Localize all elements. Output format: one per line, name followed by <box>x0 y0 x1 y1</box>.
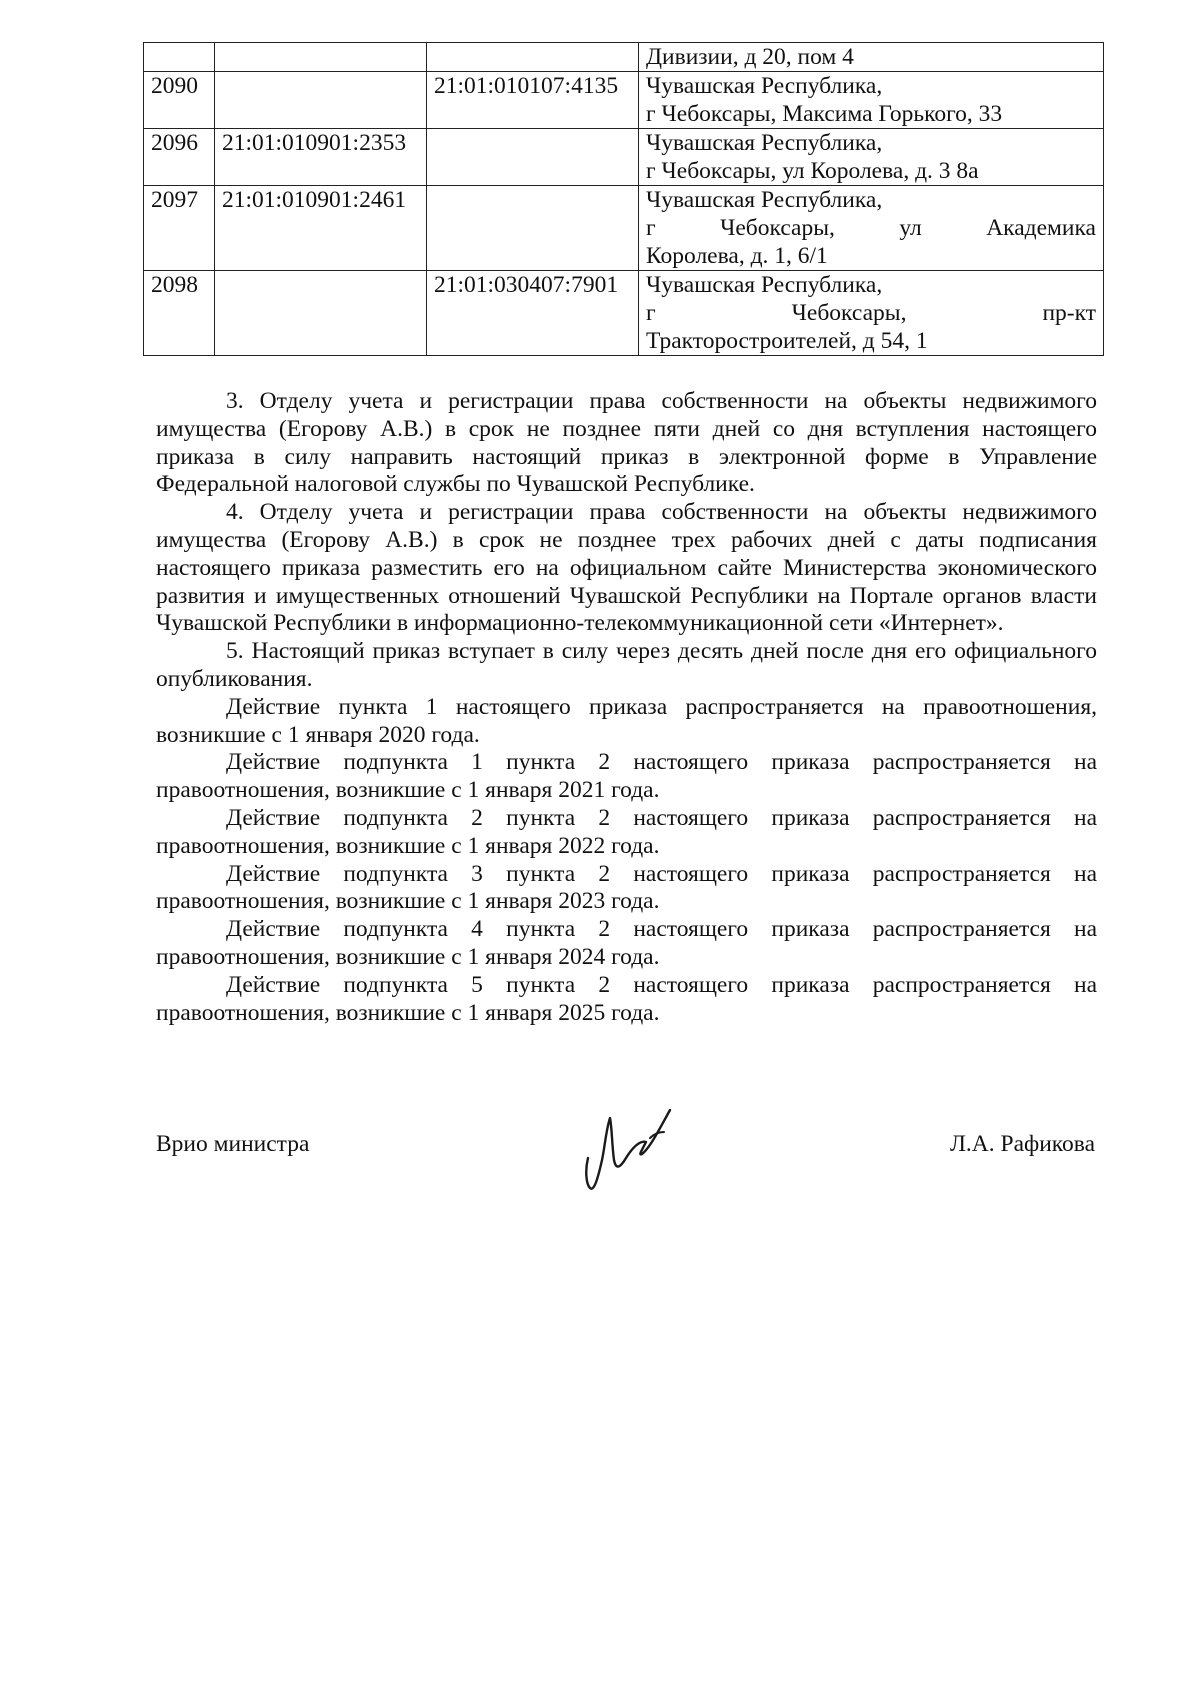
address-line: г Чебоксары, Максима Горького, 33 <box>646 101 1003 127</box>
paragraph: 4. Отделу учета и регистрации права собственности на объекты недвижимого имущества (Егорову А.В.) в срок не позднее трех рабочих дней с даты подписания настоящего приказа разместить его на официальном сайте Министерства экономического развития и имущественных отношений Чувашской Республики на Портале органов власти Чувашской Республики в информационно-телекоммуникационной сети «Интернет». <box>156 499 1097 637</box>
table-row <box>144 271 1104 356</box>
paragraph: Действие подпункта 4 пункта 2 настоящего приказа распространяется на правоотношения, возникшие с 1 января 2024 года. <box>156 916 1097 970</box>
row-number-cell: 2096 <box>144 129 215 186</box>
property-table-body <box>144 43 1104 356</box>
cadastral-number-cell <box>215 271 427 356</box>
cadastral-number-cell <box>215 72 427 129</box>
property-table <box>143 42 1104 356</box>
address-cell <box>639 186 1104 271</box>
address-line: г Чебоксары, пр-кт <box>646 300 1096 326</box>
signatory-title: Врио министра <box>156 1131 310 1157</box>
address-line: Чувашская Республика, <box>646 73 883 99</box>
address-line: Тракторостроителей, д 54, 1 <box>646 328 928 354</box>
row-number-cell: 2098 <box>144 271 215 356</box>
paragraph: 5. Настоящий приказ вступает в силу через десять дней после дня его официального опубликования. <box>156 638 1097 692</box>
paragraph: 3. Отделу учета и регистрации права собственности на объекты недвижимого имущества (Егорову А.В.) в срок не позднее пяти дней со дня вступления настоящего приказа в силу направить настоящий приказ в электронной форме в Управление Федеральной налоговой службы по Чувашской Республике. <box>156 388 1097 498</box>
cadastral-number-cell: 21:01:010901:2353 <box>215 129 427 186</box>
signatory-name: Л.А. Рафикова <box>949 1131 1095 1157</box>
cadastral-number-cell <box>427 43 639 72</box>
address-line: Чувашская Республика, <box>646 272 883 298</box>
row-number-cell: 2097 <box>144 186 215 271</box>
cadastral-number-cell <box>215 43 427 72</box>
table-row <box>144 72 1104 129</box>
paragraph: Действие подпункта 5 пункта 2 настоящего приказа распространяется на правоотношения, возникшие с 1 января 2025 года. <box>156 971 1097 1026</box>
address-line: г Чебоксары, ул Королева, д. 3 8а <box>646 158 979 184</box>
cadastral-number-cell <box>427 129 639 186</box>
address-cell <box>639 129 1104 186</box>
order-body-text <box>156 388 1097 1027</box>
paragraph: Действие подпункта 2 пункта 2 настоящего приказа распространяется на правоотношения, возникшие с 1 января 2022 года. <box>156 804 1097 859</box>
cadastral-number-cell: 21:01:010107:4135 <box>427 72 639 129</box>
address-cell <box>639 43 1104 72</box>
address-line: Чувашская Республика, <box>646 187 883 213</box>
cadastral-number-cell <box>427 186 639 271</box>
address-cell <box>639 72 1104 129</box>
address-line: Дивизии, д 20, пом 4 <box>646 44 854 70</box>
handwritten-signature <box>580 1098 680 1190</box>
address-cell <box>639 271 1104 356</box>
table-row <box>144 43 1104 72</box>
address-line: Чувашская Республика, <box>646 130 883 156</box>
paragraph: Действие подпункта 3 пункта 2 настоящего приказа распространяется на правоотношения, возникшие с 1 января 2023 года. <box>156 860 1097 915</box>
table-row <box>144 129 1104 186</box>
table-row <box>144 186 1104 271</box>
row-number-cell: 2090 <box>144 72 215 129</box>
address-line: г Чебоксары, ул Академика <box>646 215 1096 241</box>
signature-stroke-main <box>586 1110 670 1189</box>
row-number-cell <box>144 43 215 72</box>
paragraph: Действие пункта 1 настоящего приказа распространяется на правоотношения, возникшие с 1 января 2020 года. <box>156 693 1097 748</box>
cadastral-number-cell: 21:01:030407:7901 <box>427 271 639 356</box>
address-line: Королева, д. 1, 6/1 <box>646 243 828 269</box>
paragraph: Действие подпункта 1 пункта 2 настоящего приказа распространяется на правоотношения, возникшие с 1 января 2021 года. <box>156 749 1097 804</box>
cadastral-number-cell: 21:01:010901:2461 <box>215 186 427 271</box>
